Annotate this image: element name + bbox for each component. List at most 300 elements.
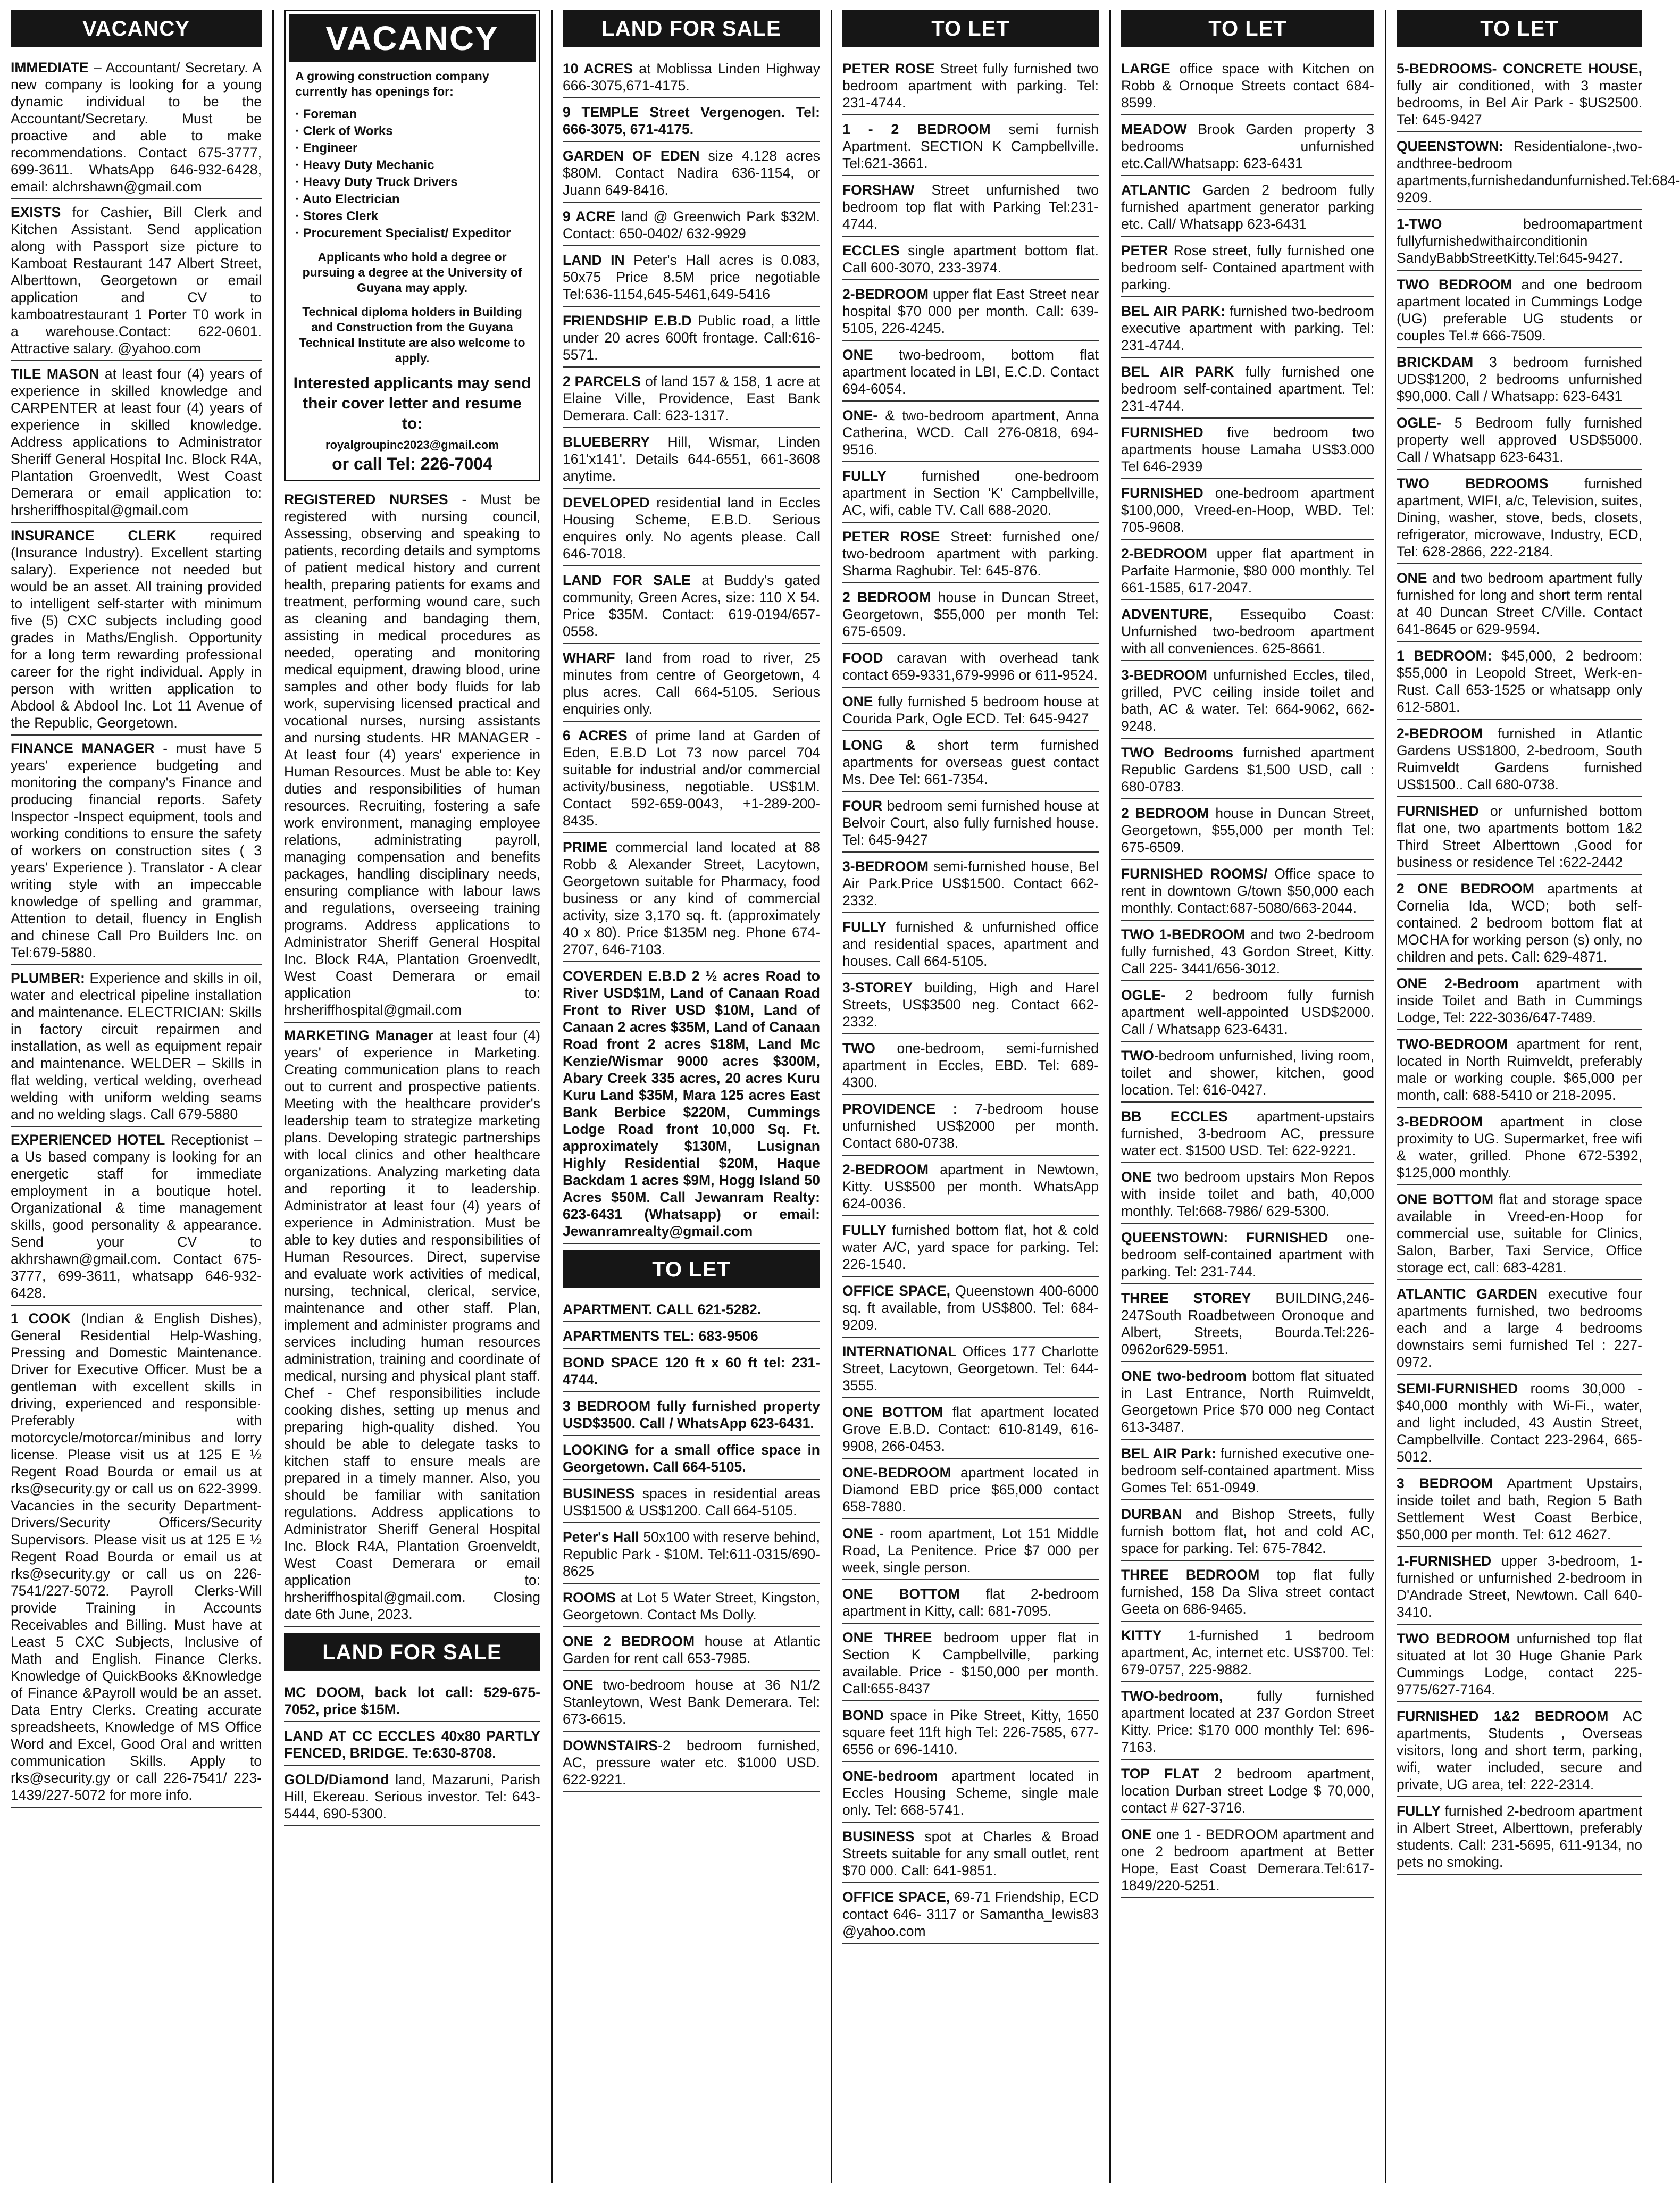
classified-ad <box>1121 739 1374 799</box>
ad-keyword: BRICKDAM <box>1397 354 1474 370</box>
ad-keyword: 1 - 2 BEDROOM <box>842 121 991 137</box>
ad-keyword: LAND FOR SALE <box>563 572 691 588</box>
ad-text: semi-furnished house, Bel Air Park.Price US$1500. Contact 662-2332. <box>842 858 1099 908</box>
ad-text: semi furnish Apartment. SECTION K Campbellville. Tel:621-3661. <box>842 121 1099 171</box>
ad-keyword: FURNISHED <box>1397 803 1479 819</box>
ad-keyword: 6 ACRES <box>563 728 628 744</box>
ad-list <box>284 487 540 1627</box>
classified-ad <box>1121 1284 1374 1362</box>
classified-ad <box>1121 1103 1374 1163</box>
ad-text: upper flat East Street near hospital $70 000 per month. Call: 639-5105, 226-4245. <box>842 286 1099 336</box>
classified-ad <box>842 1519 1099 1580</box>
classified-ad <box>1397 210 1642 271</box>
ad-text: apartment in close proximity to UG. Supermarket, free wifi & water, grilled. Phone 672-5392, $125,000 monthly. <box>1397 1114 1642 1181</box>
ad-text: bedroom semi furnished house at Belvoir Court, also fully furnished house. Tel: 645-9427 <box>842 798 1099 848</box>
ad-text: - room apartment, Lot 151 Middle Road, La Penitence. Price $7 000 per week, single person. <box>842 1525 1099 1575</box>
ad-keyword: 3 BEDROOM <box>1397 1475 1493 1491</box>
ad-keyword: ROOMS <box>563 1590 616 1606</box>
ad-keyword: 3 BEDROOM fully furnished property USD$3500. Call / WhatsApp 623-6431. <box>563 1398 820 1431</box>
classified-ad <box>11 55 262 199</box>
classified-ad <box>1397 470 1642 564</box>
classified-ad <box>842 55 1099 115</box>
ad-keyword: FURNISHED 1&2 BEDROOM <box>1397 1708 1609 1724</box>
ad-keyword: ONE THREE <box>842 1630 932 1646</box>
ad-keyword: PETER <box>1121 243 1168 258</box>
ad-keyword: LAND AT CC ECCLES 40x80 PARTLY FENCED, BRIDGE. Te:630-8708. <box>284 1728 540 1761</box>
ad-text: one-bedroom apartment $100,000, Vreed-en-Hoop, WBD. Tel: 705-9608. <box>1121 485 1374 535</box>
ad-keyword: INTERNATIONAL <box>842 1343 957 1359</box>
classified-ad <box>842 115 1099 176</box>
ad-keyword: TWO <box>842 1040 875 1056</box>
ad-keyword: PETER ROSE <box>842 529 940 545</box>
classified-ad <box>842 341 1099 402</box>
ad-keyword: BOND SPACE 120 ft x 60 ft tel: 231-4744. <box>563 1355 820 1388</box>
ad-text: at Lot 5 Water Street, Kingston, Georgetown. Contact Ms Dolly. <box>563 1590 820 1623</box>
ad-keyword: OGLE- <box>1397 415 1441 431</box>
ad-keyword: BUSINESS <box>842 1828 915 1844</box>
classified-ad <box>842 280 1099 341</box>
ad-text: size 4.128 acres $80M. Contact Nadira 636-1154, or Juann 649-8416. <box>563 148 820 198</box>
ad-keyword: OGLE- <box>1121 987 1166 1003</box>
ad-text: upper 3-bedroom, 1-furnished or unfurnished 2-bedroom in D'Andrade Street, Newtown. Call 640-3410. <box>1397 1553 1642 1620</box>
ad-text: and one bedroom apartment located in Cummings Lodge (UG) preferable UG students or couples Tel.# 666-7509. <box>1397 277 1643 344</box>
ad-keyword: EXPERIENCED HOTEL <box>11 1132 165 1148</box>
classified-ad <box>1121 1362 1374 1440</box>
ad-text: furnished & unfurnished office and residential spaces, apartment and houses. Call 664-5105. <box>842 919 1099 969</box>
ad-keyword: LARGE <box>1121 61 1171 77</box>
ad-text: two-bedroom, bottom flat apartment located in LBI, E.C.D. Contact 694-6054. <box>842 347 1099 397</box>
ad-keyword: ONE <box>842 694 873 709</box>
classified-ad <box>563 1523 820 1584</box>
ad-text: at Moblissa Linden Highway 666-3075,671-4175. <box>563 61 820 94</box>
classified-ad <box>1397 720 1642 797</box>
column-land-for-sale <box>555 10 828 2183</box>
classified-ad <box>1397 55 1642 132</box>
classified-ad <box>842 974 1099 1034</box>
section-header: TO LET <box>563 1250 820 1288</box>
ad-keyword: 2-BEDROOM <box>842 286 929 302</box>
classified-ad <box>563 1392 820 1436</box>
ad-text: Queenstown 400-6000 sq. ft available, from US$800. Tel: 684-9209. <box>842 1283 1099 1333</box>
ad-keyword: ATLANTIC GARDEN <box>1397 1286 1538 1302</box>
classified-ad <box>563 722 820 833</box>
ad-keyword: 2 BEDROOM <box>1121 805 1209 821</box>
ad-keyword: ONE 2-Bedroom <box>1397 975 1519 991</box>
ad-keyword: 2 PARCELS <box>563 373 641 389</box>
ad-list <box>1121 55 1374 1898</box>
ad-text: Essequibo Coast: Unfurnished two-bedroom apartment with all conveniences. 625-8661. <box>1121 606 1374 656</box>
ad-text: Brook Garden property 3 bedrooms unfurnished etc.Call/Whatsapp: 623-6431 <box>1121 121 1374 171</box>
ad-text: for Cashier, Bill Clerk and Kitchen Assistant. Send application along with Passport size picture to Kamboat Restaurant 147 Albert Street, Alberttown, Georgetown or email application and CV to kamboatrestaurant 1 Porter T0 work in a warehouse.Contact: 622-0601. Attractive salary. @yahoo.com <box>11 204 262 356</box>
classified-ad <box>563 1322 820 1349</box>
classified-ad <box>563 833 820 962</box>
ad-text: 7-bedroom house unfurnished US$2000 per month. Contact 680-0738. <box>842 1101 1099 1151</box>
classified-ad <box>1121 1561 1374 1622</box>
classified-ad <box>1397 1797 1642 1875</box>
ad-text: building, High and Harel Streets, US$3500 neg. Contact 662-2332. <box>842 980 1099 1030</box>
classified-ad <box>842 1338 1099 1398</box>
classified-ad <box>842 853 1099 913</box>
ad-list <box>563 55 820 1244</box>
ad-keyword: BUSINESS <box>563 1485 635 1501</box>
position-item: · Auto Electrician <box>295 191 529 208</box>
section-header: VACANCY <box>11 10 262 47</box>
classified-ad <box>1397 1702 1642 1797</box>
ad-text: Public road, a little under 20 acres 600ft frontage. Call:616-5571. <box>563 313 820 363</box>
classified-ad <box>842 1216 1099 1277</box>
box-phone: or call Tel: 226-7004 <box>332 454 492 473</box>
classified-ad <box>1121 661 1374 739</box>
ad-text: house in Duncan Street, Georgetown, $55,000 per month Tel: 675-6509. <box>842 589 1099 639</box>
column-vacancy-box <box>277 10 548 2183</box>
classified-ad <box>1397 1030 1642 1108</box>
ad-text: at least four (4) years' of experience in Marketing. Creating communication plans to reach out to current and prospective patients. Meeting with the healthcare provider's leadership team to strategize marketing plans. Developing strategic partnerships with local clinics and other healthcare organizations. Analyzing marketing data and reporting it to leadership. Administrator at least four (4) years of experience in Administration. Must be able to key duties and responsibilities of Human Resources. Direct, supervise and evaluate work activities of medical, nursing, technical, clerical, service, maintenance and other staff. Plan, implement and administer programs and services including human resources administration, training and coordinate of medical, nursing and physical plant staff. Chef - Chef responsibilities include cooking dishes, setting up menus and preparing high-quality dished. You should be able to delegate tasks to kitchen staff to ensure meals are prepared in a timely manner. Also, you should be familiar with sanitation regulations. Address applications to Administrator Sheriff General Hospital Inc. Block R4A, Plantation Groenveldt, West Coast Demerara or email application to: hrsheriffhospital@gmail.com. Closing date 6th June, 2023. <box>284 1028 540 1622</box>
ad-keyword: ONE <box>1121 1826 1152 1842</box>
classified-ad <box>1397 797 1642 875</box>
ad-keyword: PROVIDENCE : <box>842 1101 958 1117</box>
box-email: royalgroupinc2023@gmail.com <box>325 438 499 452</box>
ad-keyword: ONE 2 BEDROOM <box>563 1633 695 1649</box>
ad-keyword: ECCLES <box>842 243 900 258</box>
vacancy-box-ad <box>284 10 540 481</box>
classified-ad <box>11 736 262 965</box>
ad-text: one-bedroom, semi-furnished apartment in Eccles, EBD. Tel: 689-4300. <box>842 1040 1099 1090</box>
classified-ad <box>1397 1547 1642 1625</box>
ad-keyword: 5-BEDROOMS- CONCRETE HOUSE, <box>1397 61 1642 77</box>
ad-keyword: ONE <box>1397 570 1427 586</box>
ad-text: -2 bedroom furnished, AC, pressure water etc. $1000 USD. 622-9221. <box>563 1738 820 1788</box>
classified-ad <box>284 1766 540 1826</box>
ad-keyword: FULLY <box>1397 1803 1441 1819</box>
ad-keyword: ONE-BEDROOM <box>842 1465 951 1481</box>
classified-ad <box>842 1459 1099 1519</box>
ad-keyword: ONE BOTTOM <box>842 1586 960 1602</box>
ad-keyword: FOUR <box>842 798 883 814</box>
classified-ad <box>842 1624 1099 1701</box>
ad-text: two-bedroom house at 36 N1/2 Stanleytown, West Bank Demerara. Tel: 673-6615. <box>563 1677 820 1727</box>
ad-keyword: 2-BEDROOM <box>842 1162 929 1177</box>
ad-keyword: ADVENTURE, <box>1121 606 1213 622</box>
ad-text: Street fully furnished two bedroom apartment with parking. Tel: 231-4744. <box>842 61 1099 111</box>
classified-ad <box>284 1678 540 1722</box>
ad-keyword: Peter's Hall <box>563 1529 639 1545</box>
ad-keyword: PLUMBER: <box>11 970 85 986</box>
ad-list <box>11 55 262 1808</box>
ad-keyword: TWO BEDROOM <box>1397 1631 1510 1647</box>
classified-ad <box>1121 115 1374 176</box>
classified-ad <box>1397 564 1642 642</box>
classified-ad <box>563 1671 820 1732</box>
ad-text: furnished in Atlantic Gardens US$1800, 2-bedroom, South Ruimveldt Gardens furnished US$1500.. Call 680-0738. <box>1397 725 1642 792</box>
ad-text: 69-71 Friendship, ECD contact 646- 3117 or Samantha_lewis83 @yahoo.com <box>842 1889 1099 1939</box>
ad-text: or unfurnished bottom flat one, two apartments bottom 1&2 Third Street Alberttown ,Good for business or residence Tel :622-2442 <box>1397 803 1642 870</box>
ad-text: one 1 - BEDROOM apartment and one 2 bedroom apartment at Better Hope, East Coast Demerara.Tel:617-1849/220-5251. <box>1121 1826 1374 1893</box>
section-header: LAND FOR SALE <box>284 1633 540 1671</box>
classified-ad <box>842 1277 1099 1338</box>
ad-keyword: THREE STOREY <box>1121 1290 1251 1306</box>
ad-keyword: TWO-bedroom, <box>1121 1688 1223 1704</box>
ad-text: Apartment Upstairs, inside toilet and bath, Region 5 Bath Settlement West Coast Berbice, $50,000 per month. Tel: 612 4627. <box>1397 1475 1642 1542</box>
classified-ad <box>563 1584 820 1627</box>
column-to-let-2 <box>1114 10 1382 2183</box>
ad-keyword: DURBAN <box>1121 1506 1182 1522</box>
ad-keyword: FURNISHED <box>1121 424 1203 440</box>
ad-text: - Must be registered with nursing council, Assessing, observing and speaking to patients, recording details and symptoms of patient medical history and current health, preparing patients for exams and treatment, performing wound care, such as cleaning and bandaging them, assisting in medical procedures as needed, operating and monitoring medical equipment, drawing blood, urine samples and other body fluids for lab work, supervising licensed practical and vocational nurses, nursing assistants and nursing students. HR MANAGER - At least four (4) years' experience in Human Resources. Must be able to: Key duties and responsibilities of human resources. Recruiting, fostering a safe work environment, managing employee relations, administrating payroll, managing compensation and benefits packages, handling disciplinary needs, ensuring compliance with labour laws and regulations, overseeing training programs. Address applications to Administrator Sheriff General Hospital Inc. Block R4A, Plantation Groenvedlt, West Coast Demerara or email application to: hrsheriffhospital@gmail.com <box>284 491 540 1018</box>
classified-ad <box>1121 419 1374 479</box>
classified-ad <box>1121 55 1374 115</box>
ad-text: Peter's Hall acres is 0.083, 50x75 Price 8.5M price negotiable Tel:636-1154,645-5461,649-5416 <box>563 252 820 302</box>
ad-text: – Accountant/ Secretary. A new company is looking for a young dynamic individual to be the Accountant/Secretary. Must be proactive and able to make recommendations. Contact 675-3777, 699-3611. WhatsApp 646-932-6428, email: alchrshawn@gmail.com <box>11 60 262 195</box>
ad-text: 2 bedroom apartment, location Durban street Lodge $ 70,000, contact # 627-3716. <box>1121 1766 1374 1816</box>
ad-text: and two bedroom apartment fully furnished for long and short term rental at 40 Duncan Street C/Ville. Contact 641-8645 or 629-9594. <box>1397 570 1642 637</box>
classified-ad <box>11 361 262 523</box>
classified-ad <box>1121 1760 1374 1820</box>
ad-keyword: BB ECCLES <box>1121 1108 1228 1124</box>
ad-keyword: ONE <box>563 1677 594 1693</box>
classified-ad <box>842 1034 1099 1095</box>
ad-text: flat 2-bedroom apartment in Kitty, call: 681-7095. <box>842 1586 1099 1619</box>
ad-keyword: GARDEN OF EDEN <box>563 148 700 164</box>
ad-keyword: FORSHAW <box>842 182 915 198</box>
ad-text: apartment located in Diamond EBD price $65,000 contact 658-7880. <box>842 1465 1099 1515</box>
classified-ad <box>563 644 820 722</box>
ad-keyword: COVERDEN E.B.D 2 ½ acres Road to River USD$1M, Land of Canaan Road Front to River USD $10M, Land of Canaan 2 acres $35M, Land of Canaan Road front 2 acres $18M, Land Mc Kenzie/Wismar 9000 acres $300M, Abary Creek 335 acres, 20 acres Kuru Kuru Land $35M, Mara 125 acres East Bank Berbice $220M, Cummings Lodge Road front 10,000 Sq. Ft. approximately $130M, Lusignan Highly Residential $20M, Haque Backdam 1 acres $9M, Hogg Island 50 Acres $50M. Call Jewanram Realty: 623-6431 (Whatsapp) or email: Jewanramrealty@gmail.com <box>563 968 820 1239</box>
ad-text: BUILDING,246-247South Roadbetween Oronoque and Albert, Streets, Bourda.Tel:226-0962or629-5951. <box>1121 1290 1374 1357</box>
section-header: TO LET <box>842 10 1099 47</box>
ad-keyword: QUEENSTOWN: <box>1397 138 1504 154</box>
ad-text: $45,000, 2 bedroom: $55,000 in Leopold Street, Werk-en-Rust. Call 653-1525 or whatsapp only 612-5801. <box>1397 648 1642 715</box>
ad-text: bedroomapartment fullyfurnishedwithairconditionin SandyBabbStreetKitty.Tel:645-9427. <box>1397 216 1642 266</box>
classified-ad <box>11 523 262 736</box>
classified-ad <box>1121 1440 1374 1500</box>
ad-keyword: WHARF <box>563 650 615 666</box>
classified-ad <box>1121 981 1374 1042</box>
ad-keyword: 1 BEDROOM: <box>1397 648 1492 664</box>
ad-keyword: MARKETING Manager <box>284 1028 433 1043</box>
classified-ad <box>563 246 820 307</box>
ad-text: furnished executive one-bedroom self-contained apartment. Miss Gomes Tel: 651-0949. <box>1121 1446 1374 1496</box>
ad-text: furnished apartment, WIFI, a/c, Television, suites, Dining, washer, stove, beds, closets, refrigerator, microwave, Industry, ECD, Tel: 628-2866, 222-2184. <box>1397 475 1642 559</box>
classified-ad <box>1121 1622 1374 1682</box>
classified-ad <box>563 962 820 1244</box>
ad-text: Residentialone-,two-andthree-bedroom apartments,furnishedandunfurnished.Tel:684-9209. <box>1397 138 1680 205</box>
ad-text: short term furnished apartments for overseas guest contact Ms. Dee Tel: 661-7354. <box>842 737 1099 787</box>
ad-keyword: EXISTS <box>11 204 61 220</box>
ad-text: AC apartments, Students , Overseas visitors, long and short term, parking, wifi, water included, secure and private, UG area, tel: 222-2314. <box>1397 1708 1642 1792</box>
box-paragraph: Interested applicants may send their cover letter and resume to: <box>293 374 531 432</box>
ad-keyword: MC DOOM, back lot call: 529-675-7052, price $15M. <box>284 1684 540 1717</box>
ad-keyword: LONG & <box>842 737 916 753</box>
ad-keyword: 2 BEDROOM <box>842 589 931 605</box>
classified-ad <box>563 1480 820 1523</box>
classified-ad <box>842 644 1099 688</box>
ad-text: Offices 177 Charlotte Street, Lacytown, Georgetown. Tel: 644-3555. <box>842 1343 1099 1393</box>
ad-keyword: ONE- <box>842 407 878 423</box>
ad-keyword: DEVELOPED <box>563 495 650 511</box>
classified-ad <box>1121 1163 1374 1224</box>
ad-keyword: 3-BEDROOM <box>1121 667 1207 683</box>
ad-keyword: APARTMENT. CALL 621-5282. <box>563 1301 762 1317</box>
ad-text: of prime land at Garden of Eden, E.B.D Lot 73 now parcel 704 suitable for industrial and/or commercial activity/business, negotiable. US$1M. Contact 592-659-0043, +1-289-200-8435. <box>563 728 821 829</box>
classified-ad <box>563 142 820 203</box>
ad-text: of land 157 & 158, 1 acre at Elaine Ville, Providence, East Bank Demerara. Call: 623-1317. <box>563 373 820 423</box>
ad-list <box>563 1296 820 1792</box>
ad-text: furnished two-bedroom executive apartment with parking. Tel: 231-4744. <box>1121 303 1374 353</box>
ad-text: commercial land located at 88 Robb & Alexander Street, Lacytown, Georgetown suitable for Pharmacy, food business or any kind of commercial activity, size 3,170 sq. ft. (approximately 40 x 80). Price $135M neg. Phone 674-2707, 646-7103. <box>563 839 820 957</box>
ad-text: 3 bedroom furnished UDS$1200, 2 bedrooms unfurnished $90,000. Call / Whatsapp: 623-6431 <box>1397 354 1642 404</box>
classified-ad <box>1397 1280 1642 1375</box>
position-item: · Clerk of Works <box>295 123 529 140</box>
ad-text: furnished one-bedroom apartment in Section 'K' Campbellville, AC, wifi, cable TV. Call 688-2020. <box>842 468 1099 518</box>
ad-text: fully furnished one bedroom self-contained apartment. Tel: 231-4744. <box>1121 364 1374 414</box>
box-position-list <box>286 106 539 242</box>
ad-keyword: ONE-bedroom <box>842 1768 938 1784</box>
classified-ad <box>1397 1625 1642 1702</box>
classified-ad <box>842 1701 1099 1762</box>
classified-ad <box>1121 1820 1374 1898</box>
ad-text: rooms 30,000 - $40,000 monthly with Wi-Fi., water, and light included, 43 Austin Street, Campbellville. Contact 223-2964, 665-5012. <box>1397 1381 1642 1465</box>
classified-ad <box>1397 271 1642 348</box>
ad-text: spot at Charles & Broad Streets suitable for any small outlet, rent $70 000. Call: 641-9851. <box>842 1828 1099 1878</box>
classified-ad <box>284 487 540 1023</box>
section-header: LAND FOR SALE <box>563 10 820 47</box>
column-divider <box>1109 10 1111 2183</box>
classified-ad <box>842 1398 1099 1459</box>
ad-keyword: ATLANTIC <box>1121 182 1191 198</box>
ad-text: office space with Kitchen on Robb & Ornoque Streets contact 684-8599. <box>1121 61 1374 111</box>
classified-ad <box>1397 409 1642 470</box>
ad-keyword: TWO <box>1121 1048 1154 1064</box>
ad-keyword: 2 ONE BEDROOM <box>1397 881 1534 897</box>
ad-keyword: 2-BEDROOM <box>1121 546 1207 562</box>
classified-ad <box>1397 642 1642 720</box>
ad-text: fully air conditioned, with 3 master bedrooms, in Bel Air Park - $US2500. Tel: 645-9427 <box>1397 78 1642 128</box>
ad-text: apartment in Newtown, Kitty. US$500 per month. WhatsApp 624-0036. <box>842 1162 1099 1212</box>
ad-keyword: DOWNSTAIRS <box>563 1738 658 1753</box>
position-item: · Foreman <box>295 106 529 123</box>
ad-text: caravan with overhead tank contact 659-9331,679-9996 or 611-9524. <box>842 650 1099 683</box>
classified-ad <box>842 1095 1099 1156</box>
section-header: TO LET <box>1121 10 1374 47</box>
ad-keyword: MEADOW <box>1121 121 1187 137</box>
ad-keyword: TILE MASON <box>11 366 99 382</box>
ad-text: furnished 2-bedroom apartment in Albert Street, Alberttown, preferably students. Call: 231-5695, 611-9134, no pets no smoking. <box>1397 1803 1642 1870</box>
ad-text: upper flat apartment in Parfaite Harmonie, $80 000 monthly. Tel 661-1585, 617-2047. <box>1121 546 1374 596</box>
classified-ad <box>563 1349 820 1392</box>
ad-keyword: KITTY <box>1121 1627 1162 1643</box>
ad-keyword: BEL AIR PARK <box>1121 364 1234 380</box>
classified-ad <box>842 1762 1099 1823</box>
classified-ad <box>1121 479 1374 540</box>
classified-ad <box>563 489 820 566</box>
ad-keyword: APARTMENTS TEL: 683-9506 <box>563 1328 758 1344</box>
classified-ad <box>1397 970 1642 1030</box>
ad-keyword: BOND <box>842 1707 884 1723</box>
classified-ad <box>842 688 1099 731</box>
classified-ad <box>1397 1469 1642 1547</box>
ad-text: Street unfurnished two bedroom top flat with Parking Tel:231-4744. <box>842 182 1099 232</box>
classified-ad <box>842 1883 1099 1944</box>
ad-text: bedroom upper flat in Section K Campbellville, parking available. Price - $150,000 per month. Call:655-8437 <box>842 1630 1099 1697</box>
ad-keyword: 9 ACRE <box>563 208 616 224</box>
classified-ad <box>563 566 820 644</box>
column-divider <box>551 10 553 2183</box>
classified-ad <box>842 402 1099 462</box>
ad-text: furnished apartment Republic Gardens $1,500 USD, call : 680-0783. <box>1121 745 1374 795</box>
ad-keyword: ONE <box>842 1525 873 1541</box>
ad-keyword: BEL AIR Park: <box>1121 1446 1216 1462</box>
ad-text: executive four apartments furnished, two bedrooms each and a large 4 bedrooms downstairs semi furnished Tel : 227-0972. <box>1397 1286 1642 1370</box>
classified-ad <box>563 1732 820 1792</box>
ad-keyword: 1 COOK <box>11 1310 71 1326</box>
column-divider <box>831 10 832 2183</box>
ad-keyword: 1-TWO <box>1397 216 1442 232</box>
classified-ad <box>563 1296 820 1322</box>
classified-ad <box>842 1823 1099 1883</box>
ad-text: one-bedroom self-contained apartment with parking. Tel: 231-744. <box>1121 1230 1374 1280</box>
ad-keyword: TWO-BEDROOM <box>1397 1036 1508 1052</box>
classified-ad <box>1121 600 1374 661</box>
ad-keyword: FULLY <box>842 919 887 935</box>
ad-text: Experience and skills in oil, water and electrical pipeline installation and maintenance. ELECTRICIAN: Skills in factory circuit repairmen and installation, as well as equipment repair and maintenance. WELDER – Skills in flat welding, vertical welding, overhead welding with uniform welding seams and no welding slags. Call 679-5880 <box>11 970 262 1122</box>
ad-keyword: FULLY <box>842 1222 887 1238</box>
classified-ad <box>1121 237 1374 297</box>
ad-list <box>1397 55 1680 1875</box>
ad-keyword: TOP FLAT <box>1121 1766 1199 1782</box>
classified-ad <box>1121 358 1374 419</box>
ad-text: residential land in Eccles Housing Scheme, E.B.D. Serious enquires only. No agents please. Call 646-7018. <box>563 495 820 562</box>
ad-keyword: BEL AIR PARK: <box>1121 303 1225 319</box>
position-item: · Engineer <box>295 140 529 157</box>
classified-ad <box>563 203 820 246</box>
classified-ad <box>284 1722 540 1766</box>
classified-ad <box>842 731 1099 792</box>
classified-ad <box>563 1436 820 1480</box>
ad-keyword: GOLD/Diamond <box>284 1772 389 1788</box>
ad-text: apartment with inside Toilet and Bath in Cummings Lodge, Tel: 222-3036/647-7489. <box>1397 975 1642 1025</box>
ad-text: 1-furnished 1 bedroom apartment, Ac, internet etc. US$700. Tel: 679-0757, 225-9882. <box>1121 1627 1374 1677</box>
ad-text: fully furnished apartment located at 237 Gordon Street Kitty. Price: $170 000 monthly Tel: 696-7163. <box>1121 1688 1374 1755</box>
ad-text: space in Pike Street, Kitty, 1650 square feet 11ft high Tel: 226-7585, 677-6556 or 696-1410. <box>842 1707 1099 1757</box>
ad-keyword: 3-BEDROOM <box>1397 1114 1483 1130</box>
classified-ad <box>1121 799 1374 860</box>
ad-text: spaces in residential areas US$1500 & US$1200. Call 664-5105. <box>563 1485 820 1518</box>
ad-keyword: TWO BEDROOM <box>1397 277 1512 293</box>
ad-keyword: ONE BOTTOM <box>842 1404 943 1420</box>
ad-keyword: 2-BEDROOM <box>1397 725 1483 741</box>
ad-keyword: ONE <box>1121 1169 1152 1185</box>
ad-text: unfurnished top flat situated at lot 30 Huge Ghanie Park Cummings Lodge, contact 225-9775/627-7164. <box>1397 1631 1642 1698</box>
ad-keyword: SEMI-FURNISHED <box>1397 1381 1518 1397</box>
ad-keyword: TWO Bedrooms <box>1121 745 1234 761</box>
classified-ad <box>284 1023 540 1627</box>
ad-keyword: FRIENDSHIP E.B.D <box>563 313 692 329</box>
ad-keyword: 9 TEMPLE Street Vergenogen. Tel: 666-3075, 671-4175. <box>563 104 820 137</box>
classified-ad <box>1397 348 1642 409</box>
ad-keyword: INSURANCE CLERK <box>11 528 177 544</box>
ad-keyword: FOOD <box>842 650 883 666</box>
ad-keyword: IMMEDIATE <box>11 60 89 76</box>
ad-text: five bedroom two apartments house Lamaha US$3.000 Tel 646-2939 <box>1121 424 1374 474</box>
ad-text: at Buddy's gated community, Green Acres, size: 110 X 54. Price $35M. Contact: 619-0194/657-0558. <box>563 572 821 639</box>
ad-keyword: THREE BEDROOM <box>1121 1567 1260 1583</box>
ad-keyword: BLUEBERRY <box>563 434 650 450</box>
ad-text: (Indian & English Dishes), General Residential Help-Washing, Pressing and Domestic Maintenance. Driver for Executive Officer. Must be a gentleman with excellent skills in driving, experienced and responsible· Preferably with motorcycle/motorcar/minibus and lorry license. Please visit us at 125 E ½ Regent Road Bourda or email us at rks@security.gy or call us on 622-3999. Vacancies in the security Department- Drivers/Security Officers/Security Supervisors. Please visit us at 125 E ½ Regent Road Bourda or email us at rks@security.gy or call us on 226-7541/227-5072. Payroll Clerks-Will provide Training in Accounts Receivables and Billing. Must have at Least 5 CXC Subjects, Inclusive of Math and English. Finance Clerks. Knowledge of QuickBooks &Knowledge of Finance &Payroll would be an asset. Data Entry Clerks. Creating accurate spreadsheets, Knowledge of MS Office Word and Excel, Good Oral and written communication Skills. Apply to rks@security.gy or call 226-7541/ 223-1439/227-5072 for more info. <box>11 1310 262 1803</box>
ad-keyword: PETER ROSE <box>842 61 935 77</box>
box-paragraph: Applicants who hold a degree or pursuing a degree at the University of Guyana may apply. <box>302 250 522 295</box>
ad-text: land, Mazaruni, Parish Hill, Ekereau. Serious investor. Tel: 643-5444, 690-5300. <box>284 1772 540 1822</box>
box-title: VACANCY <box>289 14 536 62</box>
